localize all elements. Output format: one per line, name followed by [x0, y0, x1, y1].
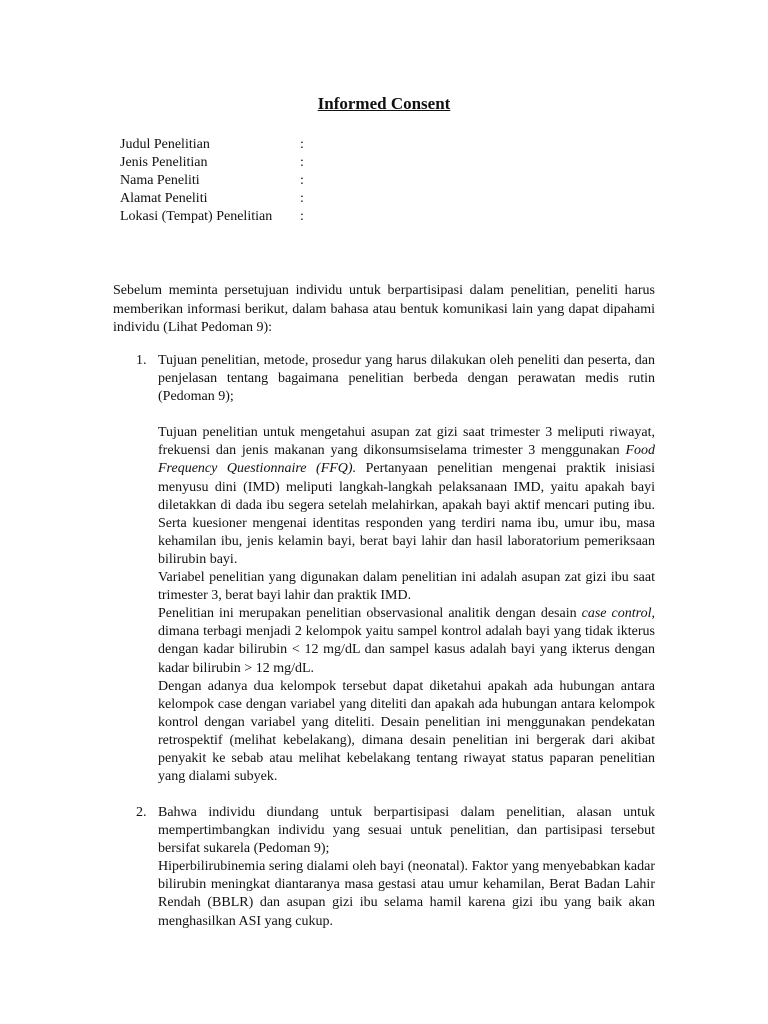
list-number: 1. — [136, 353, 147, 368]
field-label: Jenis Penelitian — [120, 155, 208, 170]
field-separator: : — [300, 155, 304, 170]
field-label: Judul Penelitian — [120, 137, 210, 152]
field-separator: : — [300, 209, 304, 224]
field-judul-penelitian — [120, 136, 320, 154]
item-paragraph-design: Penelitian ini merupakan penelitian observasional analitik dengan desain case control, dimana terbagi menjadi 2 kelompok yaitu sampel kontrol adalah bayi yang tidak ikterus dengan kadar bilirubin < 12 mg/dL dan sampel kasus adalah bayi yang ikterus dengan kadar bilirubin > 12 mg/dL. — [158, 606, 655, 676]
field-label: Alamat Peneliti — [120, 191, 208, 206]
intro-paragraph: Sebelum meminta persetujuan individu untuk berpartisipasi dalam penelitian, peneliti harus memberikan informasi berikut, dalam bahasa atau bentuk komunikasi lain yang dapat dipahami individu (Lihat Pedoman 9): — [113, 283, 655, 335]
numbered-list-item-2 — [113, 804, 655, 931]
numbered-list-item-1 — [113, 352, 655, 786]
item-paragraph-variables: Variabel penelitian yang digunakan dalam penelitian ini adalah asupan zat gizi ibu saat trimester 3, berat bayi lahir dan praktik IMD. — [158, 570, 655, 604]
item-paragraph-background: Hiperbilirubinemia sering dialami oleh bayi (neonatal). Faktor yang menyebabkan kadar bilirubin meningkat diantaranya masa gestasi atau umur kehamilan, Berat Badan Lahir Rendah (BBLR) dan asupan gizi ibu selama hamil karena gizi ibu yang baik akan menghasilkan ASI yang cukup. — [158, 859, 655, 929]
field-alamat-peneliti — [120, 190, 320, 208]
field-jenis-penelitian — [120, 154, 320, 172]
item-paragraph-purpose: Tujuan penelitian untuk mengetahui asupan zat gizi saat trimester 3 meliputi riwayat, frekuensi dan jenis makanan yang dikonsumsiselama trimester 3 menggunakan Food Frequency Questionnaire (FFQ). Pertanyaan penelitian mengenai praktik inisiasi menyusu dini (IMD) meliputi langkah-langkah pelaksanaan IMD, yaitu apakah bayi diletakkan di dada ibu segera setelah melahirkan, apakah bayi aktif mencari puting ibu. Serta kuesioner mengenai identitas responden yang terdiri nama ibu, umur ibu, masa kehamilan ibu, jenis kelamin bayi, berat bayi lahir dan hasil laboratorium pemeriksaan bilirubin bayi. — [158, 425, 655, 567]
field-label: Lokasi (Tempat) Penelitian — [120, 209, 273, 224]
field-separator: : — [300, 191, 304, 206]
list-number: 2. — [136, 805, 147, 820]
document-title: Informed Consent — [317, 94, 451, 113]
item-heading: Bahwa individu diundang untuk berpartisipasi dalam penelitian, alasan untuk mempertimbangkan individu yang sesuai untuk penelitian, dan partisipasi tersebut bersifat sukarela (Pedoman 9); — [158, 805, 655, 857]
item-paragraph-groups: Dengan adanya dua kelompok tersebut dapat diketahui apakah ada hubungan antara kelompok case dengan variabel yang diteliti dan apakah ada hubungan antara kelompok kontrol dengan variabel yang diteliti. Desain penelitian ini menggunakan pendekatan retrospektif (melihat kebelakang), dimana desain penelitian ini bergerak dari akibat penyakit ke sebab atau melihat kebelakang tentang riwayat status paparan penelitian yang dialami subyek. — [158, 678, 655, 785]
field-lokasi-penelitian — [120, 208, 320, 226]
item-heading: Tujuan penelitian, metode, prosedur yang harus dilakukan oleh peneliti dan peserta, dan penjelasan tentang bagaimana penelitian berbeda dengan perawatan medis rutin (Pedoman 9); — [158, 353, 655, 405]
research-info-fields — [120, 136, 320, 226]
field-separator: : — [300, 173, 304, 188]
field-separator: : — [300, 137, 304, 152]
field-label: Nama Peneliti — [120, 173, 200, 188]
field-nama-peneliti — [120, 172, 320, 190]
